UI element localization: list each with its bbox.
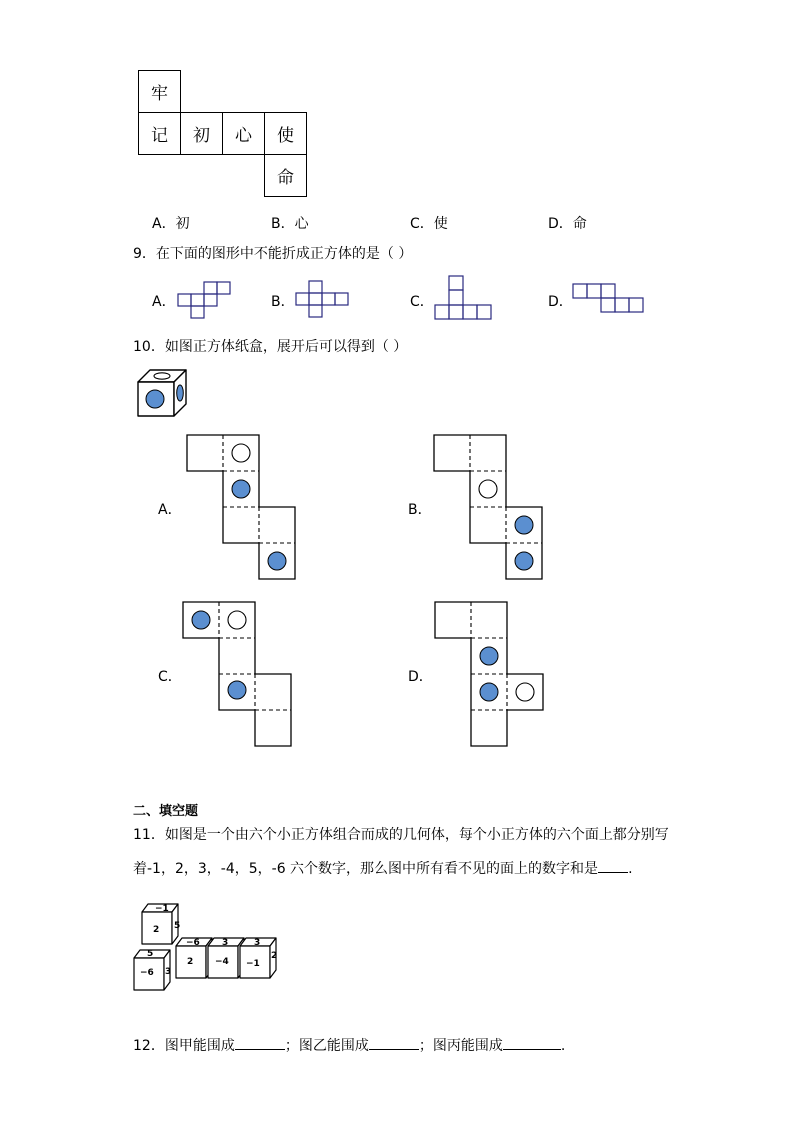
q10-option-c[interactable]: C． xyxy=(158,669,182,685)
cube-label: 3 xyxy=(222,938,229,948)
cube-label: 3 xyxy=(254,938,261,948)
q10-option-b[interactable]: B． xyxy=(408,502,432,518)
q10-net-c xyxy=(182,601,294,749)
q11-line2-text: 着-1，2，3，-4，5，-6 六个数字，那么图中所有看不见的面上的数字和是 xyxy=(133,861,599,877)
net-cell: 使 xyxy=(264,112,307,155)
cube-label: 5 xyxy=(147,949,154,959)
q8-option-b[interactable]: B．心 xyxy=(271,216,309,232)
cube-label: −1 xyxy=(155,904,169,914)
q8-option-a[interactable]: A．初 xyxy=(152,216,190,232)
q12-blank-3[interactable] xyxy=(503,1035,561,1050)
cube-label: 2 xyxy=(153,925,160,935)
q9-option-d[interactable]: D． xyxy=(548,294,573,310)
q12-part2: ；图乙能围成 xyxy=(284,1038,369,1054)
q11-line2-end: . xyxy=(628,861,633,877)
q10-option-d[interactable]: D． xyxy=(408,669,433,685)
net-cell: 命 xyxy=(264,154,307,197)
q12-end: . xyxy=(560,1038,566,1054)
cube-label: 2 xyxy=(187,957,194,967)
cube-label: −6 xyxy=(186,938,200,948)
q11-answer-blank[interactable] xyxy=(598,858,628,873)
cube-label: −6 xyxy=(140,968,154,978)
cube-label: 3 xyxy=(165,967,172,977)
q12-line xyxy=(133,1035,565,1055)
q10-net-d xyxy=(434,601,546,749)
q10-net-a xyxy=(186,434,298,582)
q11-line1: 11．如图是一个由六个小正方体组合而成的几何体，每个小正方体的六个面上都分别写 xyxy=(133,827,669,843)
q9-net-d xyxy=(572,283,644,317)
q11-cube-figure xyxy=(132,900,284,992)
net-cell: 记 xyxy=(138,112,181,155)
q10-cube-figure xyxy=(136,368,190,418)
cube-label: −1 xyxy=(246,959,260,969)
net-cell: 心 xyxy=(222,112,265,155)
q9-question: 9．在下面的图形中不能折成正方体的是（ ） xyxy=(133,246,413,262)
q10-net-b xyxy=(433,434,545,582)
q11-line2 xyxy=(133,858,633,878)
q12-blank-2[interactable] xyxy=(369,1035,419,1050)
q9-option-c[interactable]: C． xyxy=(410,294,434,310)
q10-option-a[interactable]: A． xyxy=(158,502,182,518)
cube-label: −4 xyxy=(215,957,229,967)
section-title: 二、填空题 xyxy=(133,804,199,819)
q8-option-c[interactable]: C．使 xyxy=(410,216,448,232)
q9-net-c xyxy=(433,275,493,323)
q12-part3: ；图丙能围成 xyxy=(418,1038,503,1054)
q12-blank-1[interactable] xyxy=(235,1035,285,1050)
q12-part1: 12．图甲能围成 xyxy=(133,1038,235,1054)
cube-label: 2 xyxy=(271,951,278,961)
cube-label: 5 xyxy=(174,921,181,931)
q10-question: 10．如图正方体纸盒，展开后可以得到（ ） xyxy=(133,339,408,355)
net-cell: 牢 xyxy=(138,70,181,113)
q8-option-d[interactable]: D．命 xyxy=(548,216,587,232)
net-cell: 初 xyxy=(180,112,223,155)
q9-option-a[interactable]: A． xyxy=(152,294,176,310)
q9-net-b xyxy=(295,280,351,322)
q9-option-b[interactable]: B． xyxy=(271,294,295,310)
q9-net-a xyxy=(177,281,233,321)
